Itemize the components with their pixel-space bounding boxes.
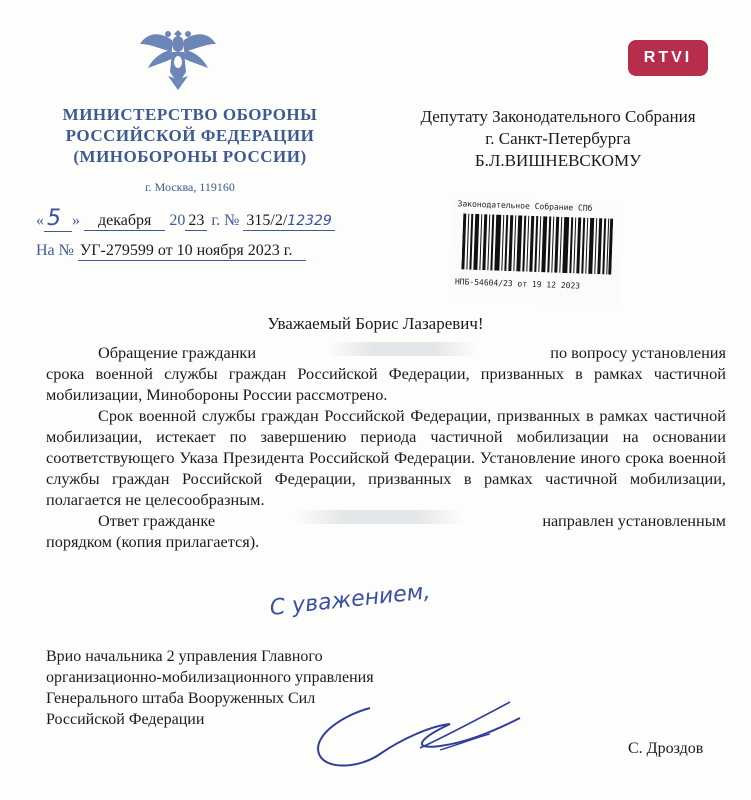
handwritten-regards: С уважением, [268,579,432,621]
signer-line: организационно-мобилизационного управления [46,669,374,686]
addressee-block [388,106,728,172]
p1-end: по вопросу установления [550,343,726,362]
registration-stamp [448,197,624,307]
p1-start: Обращение гражданки [98,343,257,362]
quote-open: « [36,212,44,229]
signer-line: Российской Федерации [46,711,205,728]
salutation: Уважаемый Борис Лазаревич! [267,314,484,333]
addressee-line: г. Санкт-Петербурга [485,129,631,148]
date-month: декабря [84,212,165,231]
ministry-line: РОССИЙСКОЙ ФЕДЕРАЦИИ [65,126,315,145]
double-headed-eagle-emblem [138,22,218,92]
letter-body [46,342,726,552]
reference-line [36,242,306,261]
number-handwritten: 12329 [287,213,332,229]
year-suffix: 23 [185,212,207,231]
reference-value: УГ-279599 от 10 ноября 2023 г. [78,242,307,261]
barcode [461,213,613,274]
signer-name: С. Дроздов [628,740,704,757]
quote-close: » [72,212,80,229]
redacted-name [294,510,464,524]
ministry-line: (МИНОБОРОНЫ РОССИИ) [73,147,307,166]
number-printed: 315/2/ [246,212,288,229]
paragraph-2: Срок военной службы граждан Российской Федерации, призванных в рамках частичной мобилизации, истекает по завершению периода частичной мобилизации на основании соответствующего Указа Президента Российской Федерации. Установление иного срока военной службы граждан Российской Федерации, призванных в рамках частичной мобилизации, полагается не целесообразным. [46,406,726,509]
rtvi-logo: RTVI [628,40,708,76]
ministry-line: МИНИСТЕРСТВО ОБОРОНЫ [62,105,318,124]
city-line: г. Москва, 119160 [145,180,235,194]
ministry-header [40,104,340,167]
stamp-title: Законодательное Собрание СПб [457,199,593,213]
date-day: 5 [44,206,72,232]
paragraph-1-rest: срока военной службы граждан Российской Федерации, призванных в рамках частичной мобилизации, Минобороны России рассмотрено. [46,364,726,404]
outgoing-number [243,212,334,231]
paragraph-1-first-line [46,342,726,363]
addressee-line: Депутату Законодательного Собрания [420,107,696,126]
year-label: г. [211,212,221,229]
year-prefix: 20 [169,212,186,229]
date-number-line [36,206,335,232]
stamp-registration-number: НПБ-54604/23 от 19 12 2023 [454,277,581,291]
paragraph-3-rest: порядком (копия прилагается). [46,532,260,551]
redacted-name [328,342,478,356]
number-label: № [224,212,240,229]
reference-label: На № [36,242,74,259]
p3-end: направлен установленным [542,511,726,530]
signer-line: Генерального штаба Вооруженных Сил [46,690,316,707]
signature-scribble [300,688,550,778]
p3-start: Ответ гражданке [98,511,216,530]
paragraph-3-first-line [46,510,726,531]
signer-line: Врио начальника 2 управления Главного [46,648,323,665]
addressee-line: Б.Л.ВИШНЕВСКОМУ [474,151,642,170]
